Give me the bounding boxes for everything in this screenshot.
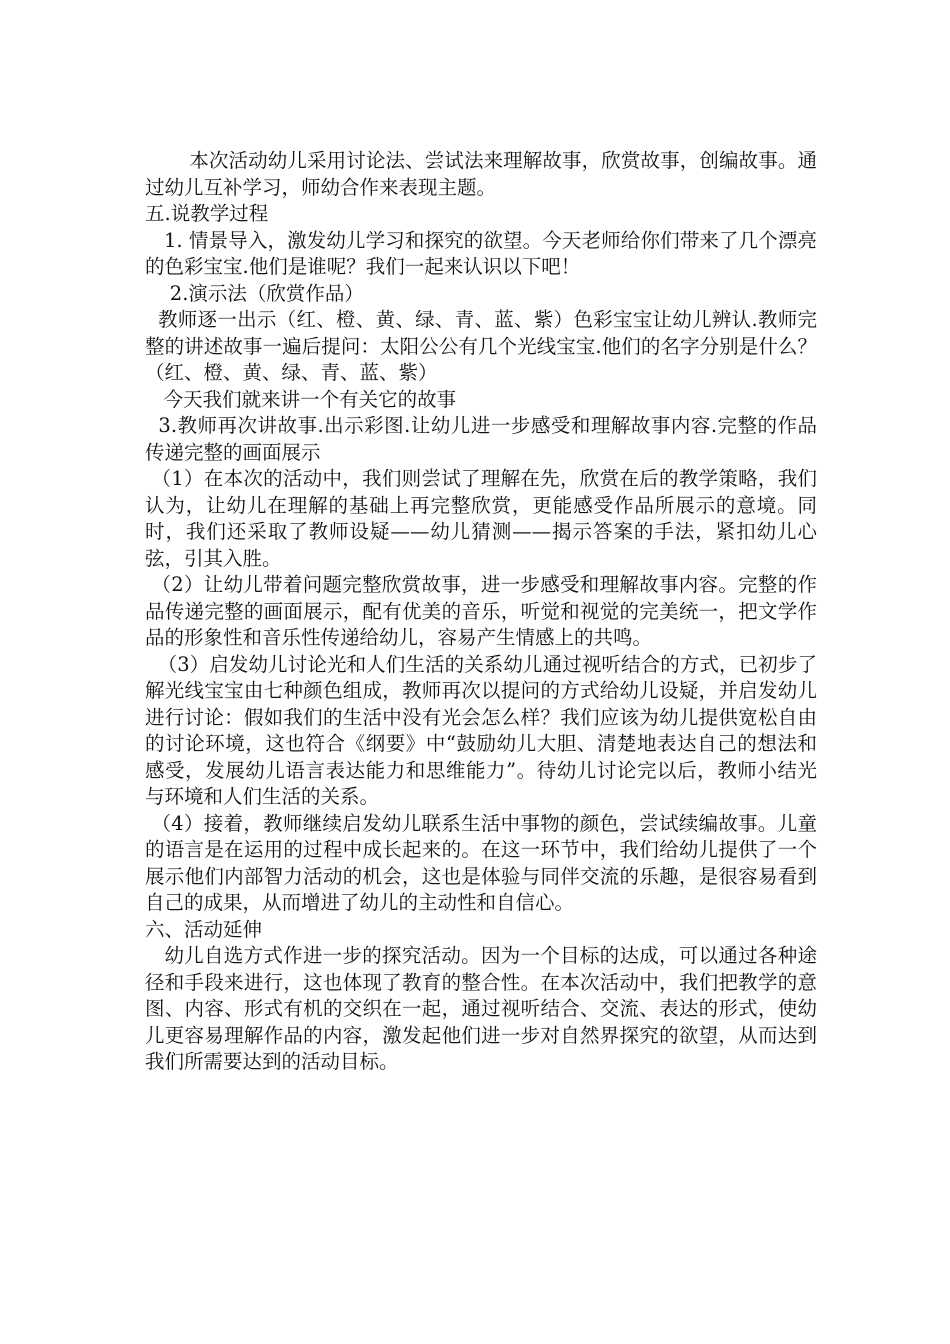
paragraph-step-1 <box>145 228 817 281</box>
paragraph-item-2 <box>145 572 817 652</box>
document-body <box>145 148 817 1076</box>
indent <box>145 388 164 411</box>
paragraph-text: 幼儿自选方式作进一步的探究活动。因为一个目标的达成，可以通过各种途径和手段来进行，这也体现了教育的整合性。在本次活动中，我们把教学的意图、内容、形式有机的交织在一起，通过视听结合、交流、表达的形式，使幼儿更容易理解作品的内容，激发起他们进一步对自然界探究的欲望，从而达到我们所需要达到的活动目标。 <box>145 944 817 1073</box>
paragraph-text: 教师逐一出示（红、橙、黄、绿、青、蓝、紫）色彩宝宝让幼儿辨认.教师完整的讲述故事一遍后提问：太阳公公有几个光线宝宝.他们的名字分别是什么？（红、橙、黄、绿、青、蓝、紫） <box>145 308 817 384</box>
paragraph-text: 3.教师再次讲故事.出示彩图.让幼儿进一步感受和理解故事内容.完整的作品传递完整的画面展示 <box>145 414 818 464</box>
paragraph-item-1 <box>145 466 817 572</box>
indent <box>145 229 164 252</box>
indent <box>145 653 158 676</box>
section-heading-extension <box>145 917 817 944</box>
paragraph-step-2-body <box>145 307 817 387</box>
paragraph-item-4 <box>145 811 817 917</box>
paragraph-story-intro <box>145 387 817 414</box>
paragraph-step-3 <box>145 413 817 466</box>
paragraph-text: 2.演示法（欣赏作品） <box>169 281 364 305</box>
paragraph-text: （3）启发幼儿讨论光和人们生活的关系幼儿通过视听结合的方式，已初步了解光线宝宝由七种颜色组成，教师再次以提问的方式给幼儿设疑，并启发幼儿进行讨论：假如我们的生活中没有光会怎么样？我们应该为幼儿提供宽松自由的讨论环境，这也符合《纲要》中“鼓励幼儿大胆、清楚地表达自己的想法和感受，发展幼儿语言表达能力和思维能力”。待幼儿讨论完以后，教师小结光与环境和人们生活的关系。 <box>145 652 817 808</box>
indent <box>145 149 189 172</box>
paragraph-text: 今天我们就来讲一个有关它的故事 <box>163 387 457 411</box>
indent <box>145 282 170 305</box>
paragraph-step-2-title <box>145 281 817 308</box>
indent <box>145 414 158 437</box>
paragraph-item-3 <box>145 652 817 811</box>
paragraph-text: （2）让幼儿带着问题完整欣赏故事，进一步感受和理解故事内容。完整的作品传递完整的画面展示，配有优美的音乐，听觉和视觉的完美统一，把文学作品的形象性和音乐性传递给幼儿，容易产生情感上的共鸣。 <box>145 573 817 649</box>
paragraph-text: 本次活动幼儿采用讨论法、尝试法来理解故事，欣赏故事，创编故事。通过幼儿互补学习，师幼合作来表现主题。 <box>145 149 817 199</box>
heading-text: 五.说教学过程 <box>145 202 269 225</box>
paragraph-text: （4）接着，教师继续启发幼儿联系生活中事物的颜色，尝试续编故事。儿童的语言是在运用的过程中成长起来的。在这一环节中，我们给幼儿提供了一个展示他们内部智力活动的机会，这也是体验与同伴交流的乐趣，是很容易看到自己的成果，从而增进了幼儿的主动性和自信心。 <box>145 811 817 914</box>
indent <box>145 944 164 967</box>
paragraph-text: 1. 情景导入，激发幼儿学习和探究的欲望。今天老师给你们带来了几个漂亮的色彩宝宝.他们是谁呢？我们一起来认识以下吧！ <box>145 228 817 278</box>
paragraph-activity-methods <box>145 148 817 201</box>
indent <box>145 308 158 331</box>
section-heading-teaching-process <box>145 201 817 228</box>
paragraph-text: （1）在本次的活动中，我们则尝试了理解在先，欣赏在后的教学策略，我们认为，让幼儿在理解的基础上再完整欣赏，更能感受作品所展示的意境。同时，我们还采取了教师设疑——幼儿猜测——揭示答案的手法，紧扣幼儿心弦，引其入胜。 <box>145 467 817 570</box>
paragraph-extension-body <box>145 943 817 1076</box>
heading-text: 六、活动延伸 <box>145 917 263 941</box>
